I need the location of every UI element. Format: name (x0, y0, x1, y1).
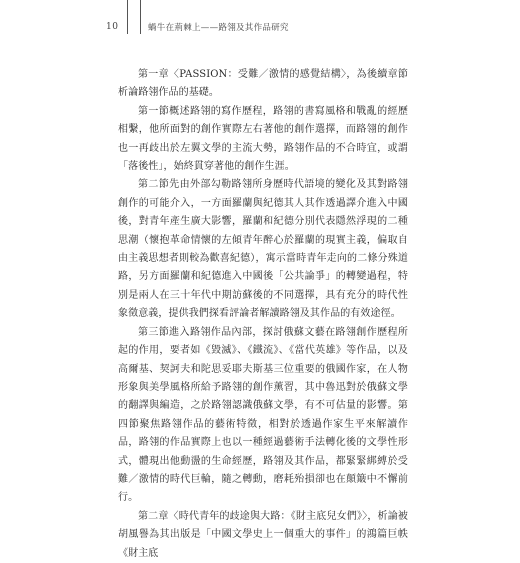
header-rule-right (140, 0, 141, 34)
running-title: 蝸牛在荊棘上——路翎及其作品研究 (148, 23, 289, 33)
running-header (0, 0, 520, 44)
body-text (118, 66, 408, 563)
paragraph-chapter-one-intro: 第一章〈PASSION：受難／激情的感覺結構〉，為後續章節析論路翎作品的基礎。 (118, 69, 408, 99)
paragraph-section-two: 第二節先由外部勾勒路翎所身歷時代語境的變化及其對路翎創作的可能介入，一方面羅蘭與紀德其人其作透過譯介進入中國後，對青年產生廣大影響，羅蘭和紀德分別代表隱然浮現的二種思潮（懷抱革命情懷的左傾青年醉心於羅蘭的現實主義，偏取自由主義思想者則較為歡喜紀德），寓示當時青年走向的二條分殊道路，另方面羅蘭和紀德進入中國後「公共論爭」的轉變過程，特別是兩人在三十年代中期訪蘇後的不同選擇，具有充分的時代性象徵意義，提供我們探看評論者解讀路翎及其作品的有效途徑。 (118, 179, 408, 320)
page-number: 10 (106, 22, 119, 32)
header-rule-left (127, 0, 128, 34)
paragraph-section-one: 第一節概述路翎的寫作歷程，路翎的書寫風格和戰亂的經歷相繫，他所面對的創作實際左右著他的創作選擇，而路翎的創作也一再歧出於左翼文學的主流大勢，路翎作品的不合時宜，或謂「落後性」，始終貫穿著他的創作生涯。 (118, 105, 408, 173)
paragraph-sections-three-four: 第三節進入路翎作品內部，探討俄蘇文藝在路翎創作歷程所起的作用，要者如《毀滅》、《鐵流》、《當代英雄》等作品，以及高爾基、契訶夫和陀思妥耶夫斯基三位重要的俄國作家，在人物形象與美學風格所給予路翎的創作薰習，其中魯迅對於俄蘇文學的翻譯與編造，之於路翎認識俄蘇文學，有不可估量的影響。第四節聚焦路翎作品的藝術特徵，相對於透過作家生平來解讀作品，路翎的作品實際上也以一種經過藝術手法轉化後的文學性形式，體現出他動盪的生命經歷，路翎及其作品，都緊緊綁縛於受難／激情的時代巨輪，隨之轉動，磨耗殆損卻也在顛簸中不懈前行。 (118, 326, 408, 504)
paragraph-chapter-two-intro: 第二章〈時代青年的歧途與大路：《財主底兒女們》〉，析論被胡風譽為其出版是「中國文學史上一個重大的事件」的鴻篇巨帙《財主底 (118, 510, 408, 559)
